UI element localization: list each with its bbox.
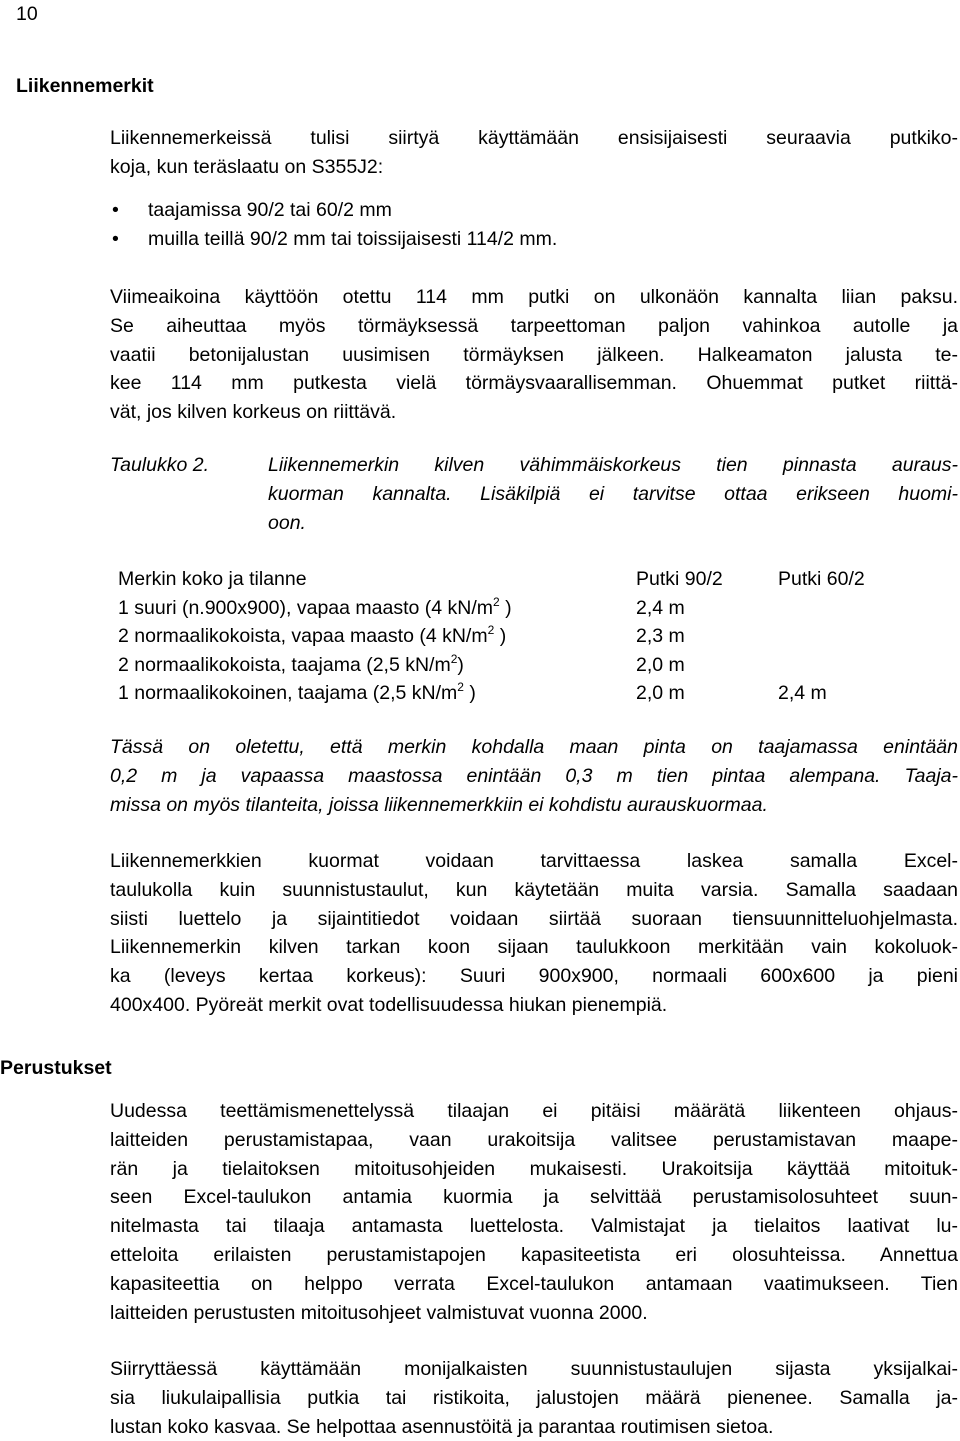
text-line: Tässä on oletettu, että merkin kohdalla maan pinta on taajamassa enintään (110, 736, 958, 758)
closing-paren: ) (469, 682, 476, 705)
text-line: koja, kun teräslaatu on S355J2: (110, 155, 384, 178)
situation-text: 2 normaalikokoista, vapaa maasto (4 kN/m (118, 625, 488, 648)
list-item-text: taajamissa 90/2 tai 60/2 mm (148, 199, 392, 221)
table-header-row (118, 565, 958, 594)
table-cell-p90: 2,0 m (636, 682, 685, 705)
bullet-icon: • (112, 227, 119, 250)
table-cell-situation (118, 594, 512, 623)
table-row (118, 622, 958, 651)
text-line: vät, jos kilven korkeus on riittävä. (110, 401, 397, 424)
text-line: kapasiteettia on helppo verrata Excel-taulukon antamaan vaatimukseen. Tien (110, 1272, 958, 1295)
text-line: sia liukulaipallisia putkia tai ristikoita, jalustojen määrä pienenee. Samalla ja- (110, 1386, 958, 1409)
table-cell-situation (118, 679, 476, 708)
superscript: 2 (487, 623, 495, 638)
page-number: 10 (16, 3, 38, 25)
text-line: nitelmasta tai tilaaja antamasta luettelosta. Valmistajat ja tielaitos laativat lu- (110, 1215, 958, 1238)
text-line: etteloita erilaisten perustamistapojen kapasiteetista eri olosuhteissa. Annettua (110, 1243, 958, 1266)
table-caption-text (268, 451, 958, 537)
text-line: Siirryttäessä käyttämään monijalkaisten suunnistustaulujen sijasta yksijalkai- (110, 1358, 958, 1380)
table-note (110, 733, 958, 819)
bullet-list (110, 196, 958, 254)
text-line: missa on myös tilanteita, joissa liikennemerkkiin ei kohdistu aurauskuormaa. (110, 793, 768, 816)
text-line: vaatii betonijalustan uusimisen törmäyksen jälkeen. Halkeamaton jalusta te- (110, 343, 958, 366)
text-line: Viimeaikoina käyttöön otettu 114 mm putki on ulkonäön kannalta liian paksu. (110, 286, 958, 308)
text-line: 400x400. Pyöreät merkit ovat todellisuudessa hiukan pienempiä. (110, 993, 668, 1016)
superscript: 2 (457, 680, 464, 695)
sign-height-table (118, 565, 958, 708)
text-line: Se aiheuttaa myös törmäyksessä tarpeettoman paljon vahinkoa autolle ja (110, 314, 958, 337)
situation-text: 2 normaalikokoista, taajama (2,5 kN/m (118, 653, 451, 676)
list-item (110, 196, 958, 225)
table-row (118, 679, 958, 708)
list-item (110, 225, 958, 254)
text-line: Liikennemerkkien kuormat voidaan tarvittaessa laskea samalla Excel- (110, 850, 958, 872)
table-header-cell: Merkin koko ja tilanne (118, 568, 307, 590)
table-cell-situation (118, 651, 464, 680)
intro-paragraph (110, 124, 958, 182)
table-cell-p60: 2,4 m (778, 682, 827, 705)
text-line: lustan koko kasvaa. Se helpottaa asennustöitä ja parantaa routimisen sietoa. (110, 1415, 774, 1438)
text-line: ka (leveys kertaa korkeus): Suuri 900x900, normaali 600x600 ja pieni (110, 965, 958, 988)
text-line: siisti luettelo ja sijaintitiedot voidaan siirtää suoraan tiensuunnitteluohjelmasta. (110, 907, 958, 930)
text-line: laitteiden perustamistapaa, vaan urakoitsija valitsee perustamistavan maape- (110, 1128, 958, 1151)
text-line: taulukolla kuin suunnistustaulut, kun käytetään muita varsia. Samalla saadaan (110, 878, 958, 901)
table-cell-p90: 2,3 m (636, 625, 685, 648)
paragraph-foundations-method (110, 1097, 958, 1327)
text-line: Liikennemerkin kilven vähimmäiskorkeus tien pinnasta auraus- (268, 454, 958, 476)
section-heading-traffic-signs: Liikennemerkit (16, 75, 154, 97)
closing-paren: ) (457, 653, 464, 676)
table-header-cell: Putki 90/2 (636, 568, 723, 590)
table-row (118, 594, 958, 623)
text-line: Liikennemerkeissä tulisi siirtyä käyttämään ensisijaisesti seuraavia putkiko- (110, 127, 958, 149)
situation-text: 1 normaalikokoinen, taajama (2,5 kN/m (118, 682, 458, 705)
superscript: 2 (493, 594, 500, 609)
table-header-cell: Putki 60/2 (778, 568, 865, 590)
table-cell-p90: 2,4 m (636, 596, 685, 619)
text-line: kuorman kannalta. Lisäkilpiä ei tarvitse ottaa erikseen huomi- (268, 482, 958, 505)
bullet-icon: • (112, 199, 119, 221)
paragraph-pipe-thickness (110, 283, 958, 427)
text-line: seen Excel-taulukon antamia kuormia ja selvittää perustamisolosuhteet suun- (110, 1186, 958, 1209)
list-item-text: muilla teillä 90/2 mm tai toissijaisesti 114/2 mm. (148, 227, 558, 250)
text-line: oon. (268, 511, 306, 534)
superscript: 2 (450, 651, 458, 666)
text-line: laitteiden perustusten mitoitusohjeet valmistuvat vuonna 2000. (110, 1301, 648, 1324)
table-cell-situation (118, 622, 506, 651)
text-line: kee 114 mm putkesta vielä törmäysvaarallisemman. Ohuemmat putket riittä- (110, 372, 958, 395)
text-line: Uudessa teettämismenettelyssä tilaajan ei pitäisi määrätä liikenteen ohjaus- (110, 1100, 958, 1122)
situation-text: 1 suuri (n.900x900), vapaa maasto (4 kN/m (118, 596, 494, 619)
paragraph-single-leg (110, 1355, 958, 1441)
paragraph-excel-loads (110, 847, 958, 1020)
text-line: rän ja tielaitoksen mitoitusohjeiden mukaisesti. Urakoitsija käyttää mitoituk- (110, 1157, 958, 1180)
text-line: Liikennemerkin kilven tarkan koon sijaan taulukkoon merkitään vain kokoluok- (110, 936, 958, 959)
table-cell-p90: 2,0 m (636, 653, 685, 676)
closing-paren: ) (499, 625, 507, 648)
section-heading-foundations: Perustukset (0, 1057, 112, 1079)
table-row (118, 651, 958, 680)
closing-paren: ) (505, 596, 512, 619)
table-caption-label: Taulukko 2. (110, 454, 210, 476)
text-line: 0,2 m ja vapaassa maastossa enintään 0,3 m tien pintaa alempana. Taaja- (110, 764, 958, 787)
